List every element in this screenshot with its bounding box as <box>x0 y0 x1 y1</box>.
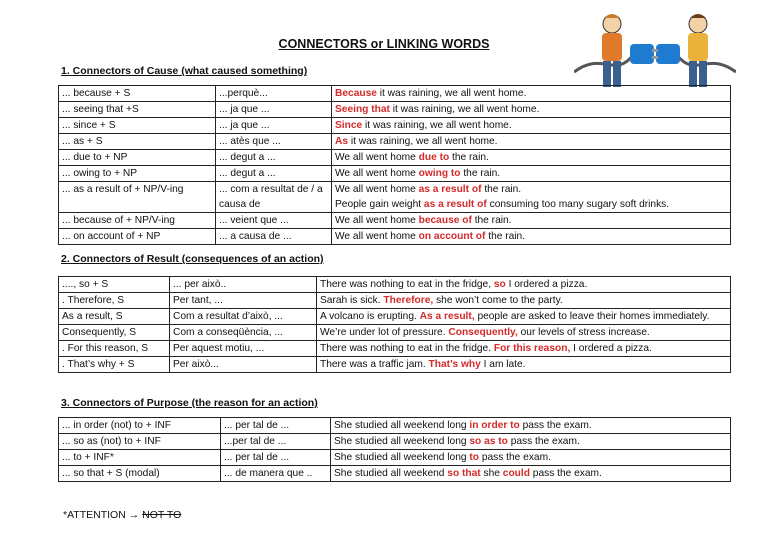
example-text: We all went home <box>335 168 419 179</box>
example-sentence <box>332 182 731 213</box>
cause-table <box>58 85 731 245</box>
table-row <box>59 166 731 182</box>
table-row <box>59 102 731 118</box>
example-text: the rain. <box>460 168 501 179</box>
example-text: consuming too many sugary soft drinks. <box>486 199 670 210</box>
example-text: People gain weight <box>335 199 424 210</box>
highlighted-connector: Seeing that <box>335 104 390 115</box>
example-sentence <box>332 213 731 229</box>
example-sentence <box>317 293 731 309</box>
highlighted-connector: due to <box>418 152 450 163</box>
example-text: pass the exam. <box>529 468 602 479</box>
section-heading-cause: 1. Connectors of Cause (what caused something) <box>61 65 308 77</box>
catalan-translation: ... veient que ... <box>216 213 332 229</box>
connector-structure: ... so that + S (modal) <box>59 466 221 482</box>
arrow-right-icon: → <box>128 509 140 521</box>
connector-structure: ... owing to + NP <box>59 166 216 182</box>
example-sentence <box>332 118 731 134</box>
example-text: it was raining, we all went home. <box>348 136 498 147</box>
example-sentence <box>331 450 731 466</box>
example-sentence <box>332 166 731 182</box>
highlighted-connector: to <box>469 452 479 463</box>
highlighted-connector: could <box>502 468 530 479</box>
section-heading-result: 2. Connectors of Result (consequences of an action) <box>61 253 324 265</box>
example-text: I am late. <box>480 359 526 370</box>
example-text: the rain. <box>471 215 512 226</box>
example-sentence <box>332 86 731 102</box>
connector-structure: ... so as (not) to + INF <box>59 434 221 450</box>
table-row <box>59 357 731 373</box>
catalan-translation: Per tant, ... <box>170 293 317 309</box>
table-row <box>59 150 731 166</box>
example-text: the rain. <box>481 184 522 195</box>
page-title: CONNECTORS or LINKING WORDS <box>278 37 490 51</box>
table-row <box>59 118 731 134</box>
connector-structure: ... to + INF* <box>59 450 221 466</box>
highlighted-connector: Consequently, <box>448 327 518 338</box>
highlighted-connector: in order to <box>469 420 520 431</box>
catalan-translation: ... com a resultat de / a causa de <box>216 182 332 213</box>
connector-structure: ... because of + NP/V-ing <box>59 213 216 229</box>
catalan-translation: Per això... <box>170 357 317 373</box>
connector-structure: As a result, S <box>59 309 170 325</box>
connector-structure: ... because + S <box>59 86 216 102</box>
example-text: she <box>480 468 503 479</box>
connector-structure: . Therefore, S <box>59 293 170 309</box>
catalan-translation: ... a causa de ... <box>216 229 332 245</box>
example-text: We all went home <box>335 152 419 163</box>
purpose-table <box>58 417 731 482</box>
table-row <box>59 86 731 102</box>
table-row <box>59 325 731 341</box>
table-row <box>59 134 731 150</box>
catalan-translation: ... atès que ... <box>216 134 332 150</box>
example-text: pass the exam. <box>479 452 551 463</box>
example-text: she won’t come to the party. <box>433 295 563 306</box>
example-sentence <box>331 466 731 482</box>
example-text: We all went home <box>335 231 419 242</box>
example-sentence <box>332 102 731 118</box>
catalan-translation: ... degut a ... <box>216 166 332 182</box>
example-sentence <box>331 434 731 450</box>
catalan-translation: Com a resultat d’això, ... <box>170 309 317 325</box>
example-text: There was nothing to eat in the fridge, <box>320 279 494 290</box>
highlighted-connector: As a result, <box>419 311 475 322</box>
example-sentence <box>317 325 731 341</box>
highlighted-connector: Therefore, <box>383 295 434 306</box>
table-row <box>59 309 731 325</box>
catalan-translation: ... ja que ... <box>216 118 332 134</box>
connector-structure: ... on account of + NP <box>59 229 216 245</box>
example-text: A volcano is erupting. <box>320 311 420 322</box>
two-people-plug-icon <box>574 10 736 94</box>
table-row <box>59 341 731 357</box>
example-text: it was raining, we all went home. <box>362 120 512 131</box>
highlighted-connector: on account of <box>418 231 486 242</box>
table-row <box>59 229 731 245</box>
table-row <box>59 450 731 466</box>
example-text: it was raining, we all went home. <box>376 88 527 99</box>
section-heading-purpose: 3. Connectors of Purpose (the reason for an action) <box>61 397 318 409</box>
example-text: Sarah is sick. <box>320 295 384 306</box>
connector-structure: ... as a result of + NP/V-ing <box>59 182 216 213</box>
highlighted-connector: owing to <box>418 168 461 179</box>
connector-structure: ... seeing that +S <box>59 102 216 118</box>
example-text: I ordered a pizza. <box>505 279 588 290</box>
result-table <box>58 276 731 373</box>
catalan-translation: ... de manera que .. <box>221 466 331 482</box>
catalan-translation: ... per tal de ... <box>221 450 331 466</box>
example-text: We all went home <box>335 215 419 226</box>
example-text: There was nothing to eat in the fridge. <box>320 343 494 354</box>
connector-structure: . For this reason, S <box>59 341 170 357</box>
table-row <box>59 293 731 309</box>
highlighted-connector: Since <box>335 120 363 131</box>
example-sentence <box>317 309 731 325</box>
attention-struck-text: NOT TO <box>142 509 182 521</box>
table-row <box>59 466 731 482</box>
table-row <box>59 418 731 434</box>
highlighted-connector: As <box>335 136 349 147</box>
catalan-translation: ...perquè... <box>216 86 332 102</box>
catalan-translation: Com a conseqüència, ... <box>170 325 317 341</box>
connector-structure: ... since + S <box>59 118 216 134</box>
example-sentence <box>331 418 731 434</box>
highlighted-connector: because of <box>418 215 472 226</box>
example-text: I ordered a pizza. <box>570 343 652 354</box>
table-row <box>59 182 731 213</box>
catalan-translation: ... per això.. <box>170 277 317 293</box>
highlighted-connector: For this reason, <box>493 343 571 354</box>
connector-structure: ... in order (not) to + INF <box>59 418 221 434</box>
example-text: She studied all weekend long <box>334 452 470 463</box>
connector-structure: ...., so + S <box>59 277 170 293</box>
highlighted-connector: That’s why <box>428 359 481 370</box>
example-text: She studied all weekend long <box>334 420 470 431</box>
example-text: the rain. <box>485 231 526 242</box>
table-row <box>59 277 731 293</box>
connector-structure: ... as + S <box>59 134 216 150</box>
highlighted-connector: Because <box>335 88 377 99</box>
example-sentence <box>317 341 731 357</box>
example-sentence <box>332 150 731 166</box>
example-text: There was a traffic jam. <box>320 359 429 370</box>
attention-note <box>63 509 181 521</box>
connector-structure: . That’s why + S <box>59 357 170 373</box>
example-text: the rain. <box>449 152 489 163</box>
highlighted-connector: as a result of <box>423 199 487 210</box>
catalan-translation: ... per tal de ... <box>221 418 331 434</box>
example-text: people are asked to leave their homes immediately. <box>474 311 710 322</box>
highlighted-connector: so that <box>447 468 481 479</box>
example-sentence <box>332 134 731 150</box>
example-text: She studied all weekend <box>334 468 448 479</box>
table-row <box>59 213 731 229</box>
highlighted-connector: so <box>493 279 506 290</box>
attention-label: *ATTENTION <box>63 509 126 521</box>
highlighted-connector: so as to <box>469 436 508 447</box>
catalan-translation: ... degut a ... <box>216 150 332 166</box>
table-row <box>59 434 731 450</box>
example-sentence <box>317 357 731 373</box>
catalan-translation: Per aquest motiu, ... <box>170 341 317 357</box>
example-text: our levels of stress increase. <box>517 327 650 338</box>
connector-structure: ... due to + NP <box>59 150 216 166</box>
example-text: We all went home <box>335 184 419 195</box>
catalan-translation: ...per tal de ... <box>221 434 331 450</box>
example-text: it was raining, we all went home. <box>389 104 540 115</box>
example-text: pass the exam. <box>519 420 592 431</box>
example-sentence <box>317 277 731 293</box>
example-sentence <box>332 229 731 245</box>
example-text: pass the exam. <box>507 436 580 447</box>
connector-structure: Consequently, S <box>59 325 170 341</box>
highlighted-connector: as a result of <box>418 184 482 195</box>
catalan-translation: ... ja que ... <box>216 102 332 118</box>
example-text: We’re under lot of pressure. <box>320 327 449 338</box>
example-text: She studied all weekend long <box>334 436 470 447</box>
